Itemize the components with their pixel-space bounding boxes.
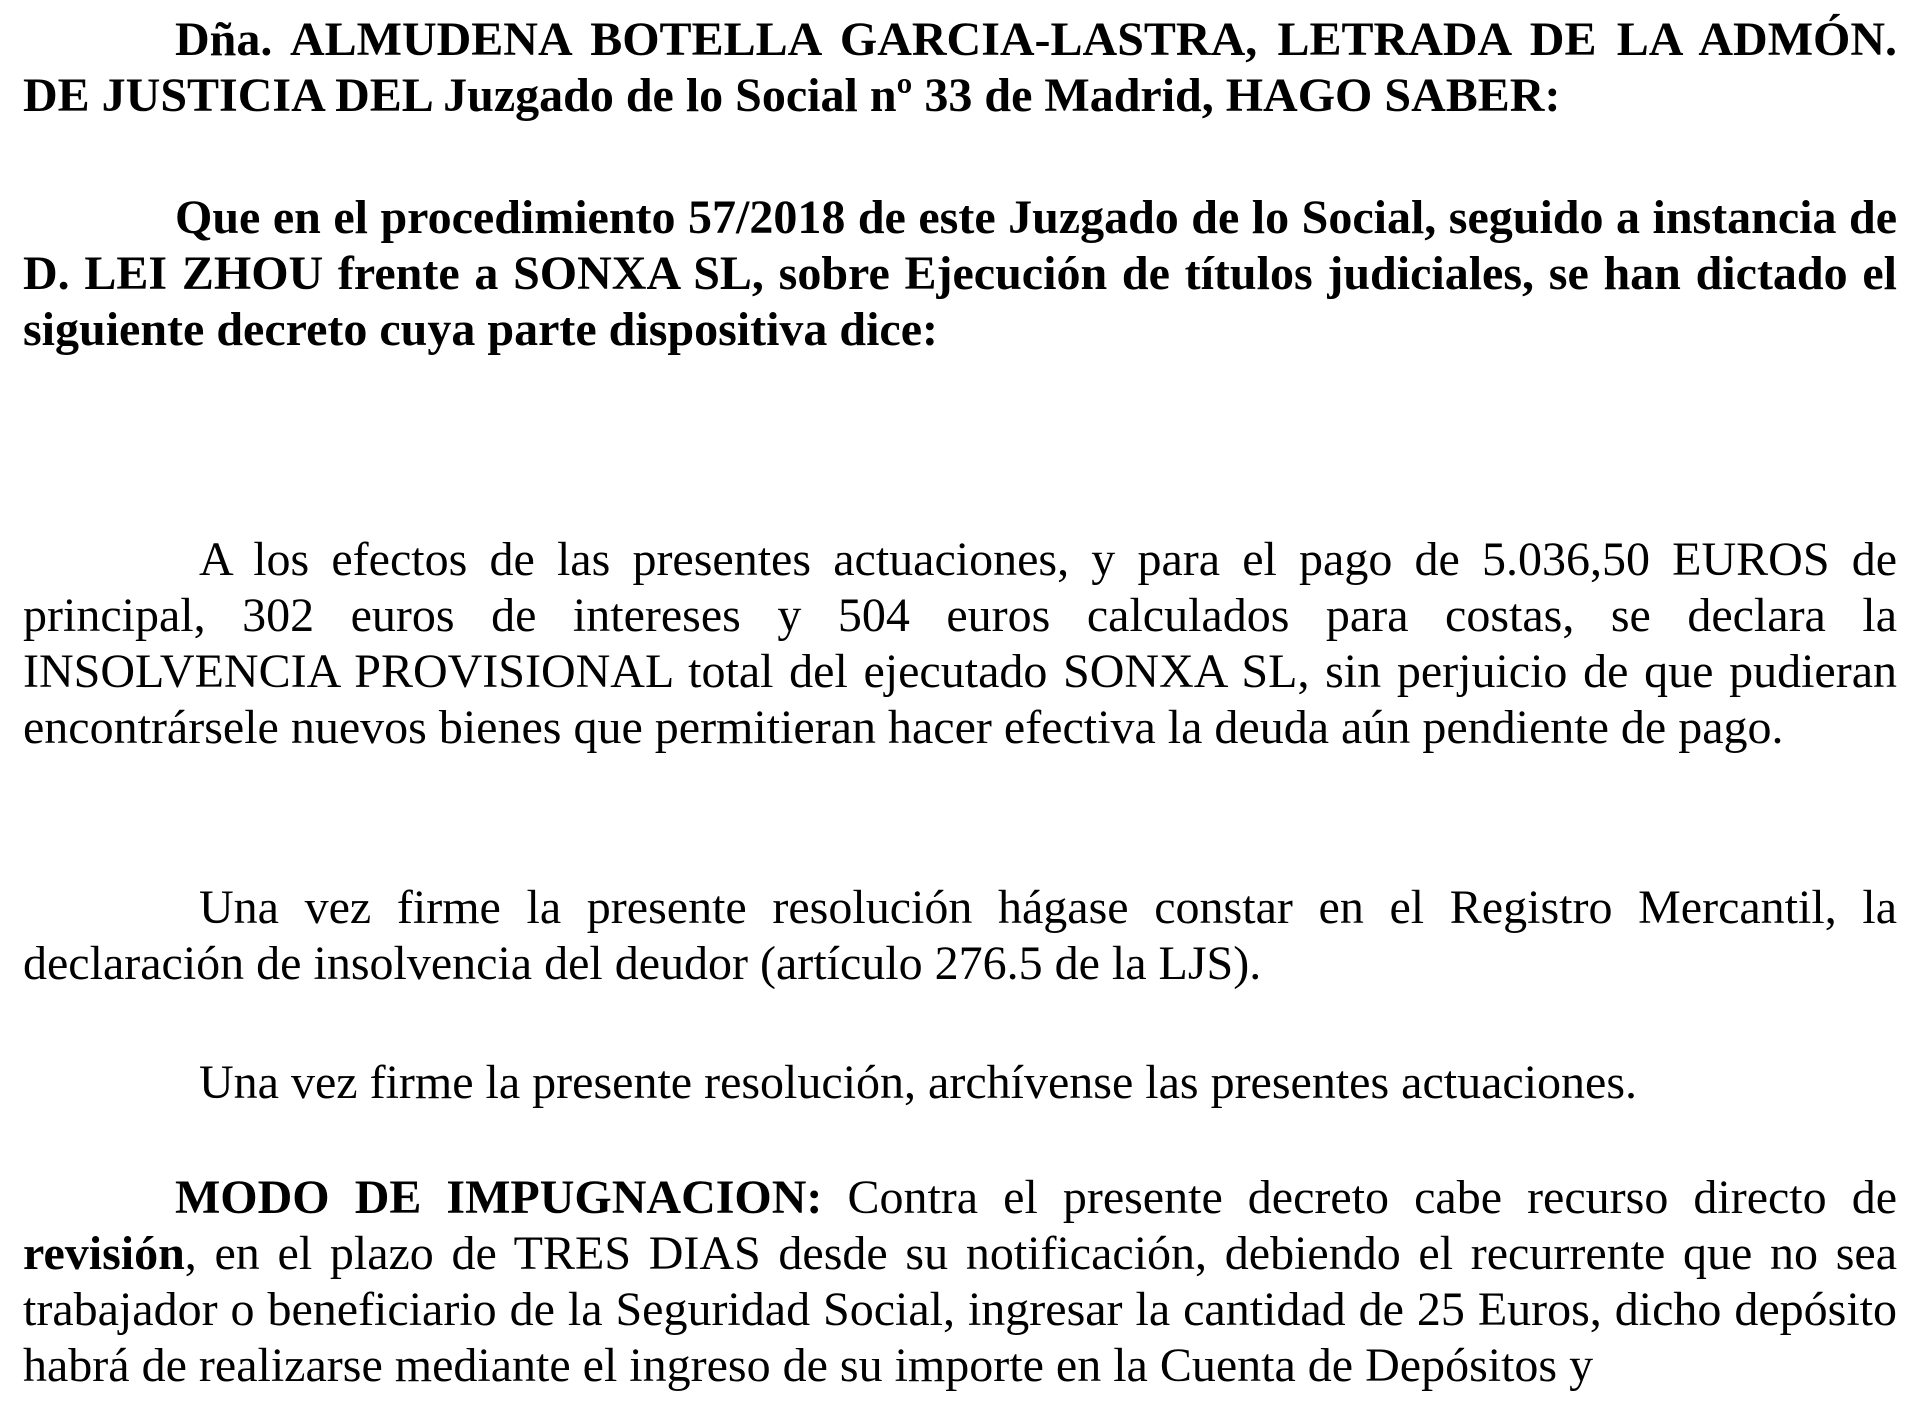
appeal-text-1: Contra el presente decreto cabe recurso directo de bbox=[822, 1171, 1897, 1224]
insolvency-paragraph: A los efectos de las presentes actuaciones, y para el pago de 5.036,50 EUROS de principal, 302 euros de intereses y 504 euros calculados para costas, se declara la INSOLVENCIA PROVISIONAL total del ejecutado SONXA SL, sin perjuicio de que pudieran encontrársele nuevos bienes que permitieran hacer efectiva la deuda aún pendiente de pago. bbox=[23, 533, 1897, 754]
registry-paragraph: Una vez firme la presente resolución hágase constar en el Registro Mercantil, la declaración de insolvencia del deudor (artículo 276.5 de la LJS). bbox=[23, 881, 1897, 990]
archive-paragraph: Una vez firme la presente resolución, archívense las presentes actuaciones. bbox=[199, 1056, 1638, 1109]
procedure-intro: Que en el procedimiento 57/2018 de este Juzgado de lo Social, seguido a instancia de D. LEI ZHOU frente a SONXA SL, sobre Ejecución de títulos judiciales, se han dictado el siguiente decreto cuya parte dispositiva dice: bbox=[23, 191, 1897, 356]
appeal-heading: MODO DE IMPUGNACION: bbox=[175, 1171, 823, 1224]
appeal-bold-word: revisión bbox=[23, 1227, 185, 1280]
appeal-paragraph bbox=[23, 1170, 1897, 1394]
notice-header: Dña. ALMUDENA BOTELLA GARCIA-LASTRA, LETRADA DE LA ADMÓN. DE JUSTICIA DEL Juzgado de lo Social nº 33 de Madrid, HAGO SABER: bbox=[23, 13, 1897, 122]
appeal-text-2: , en el plazo de TRES DIAS desde su notificación, debiendo el recurrente que no sea trabajador o beneficiario de la Seguridad Social, ingresar la cantidad de 25 Euros, dicho depósito habrá de realizarse mediante el ingreso de su importe en la Cuenta de Depósitos y bbox=[23, 1227, 1897, 1392]
